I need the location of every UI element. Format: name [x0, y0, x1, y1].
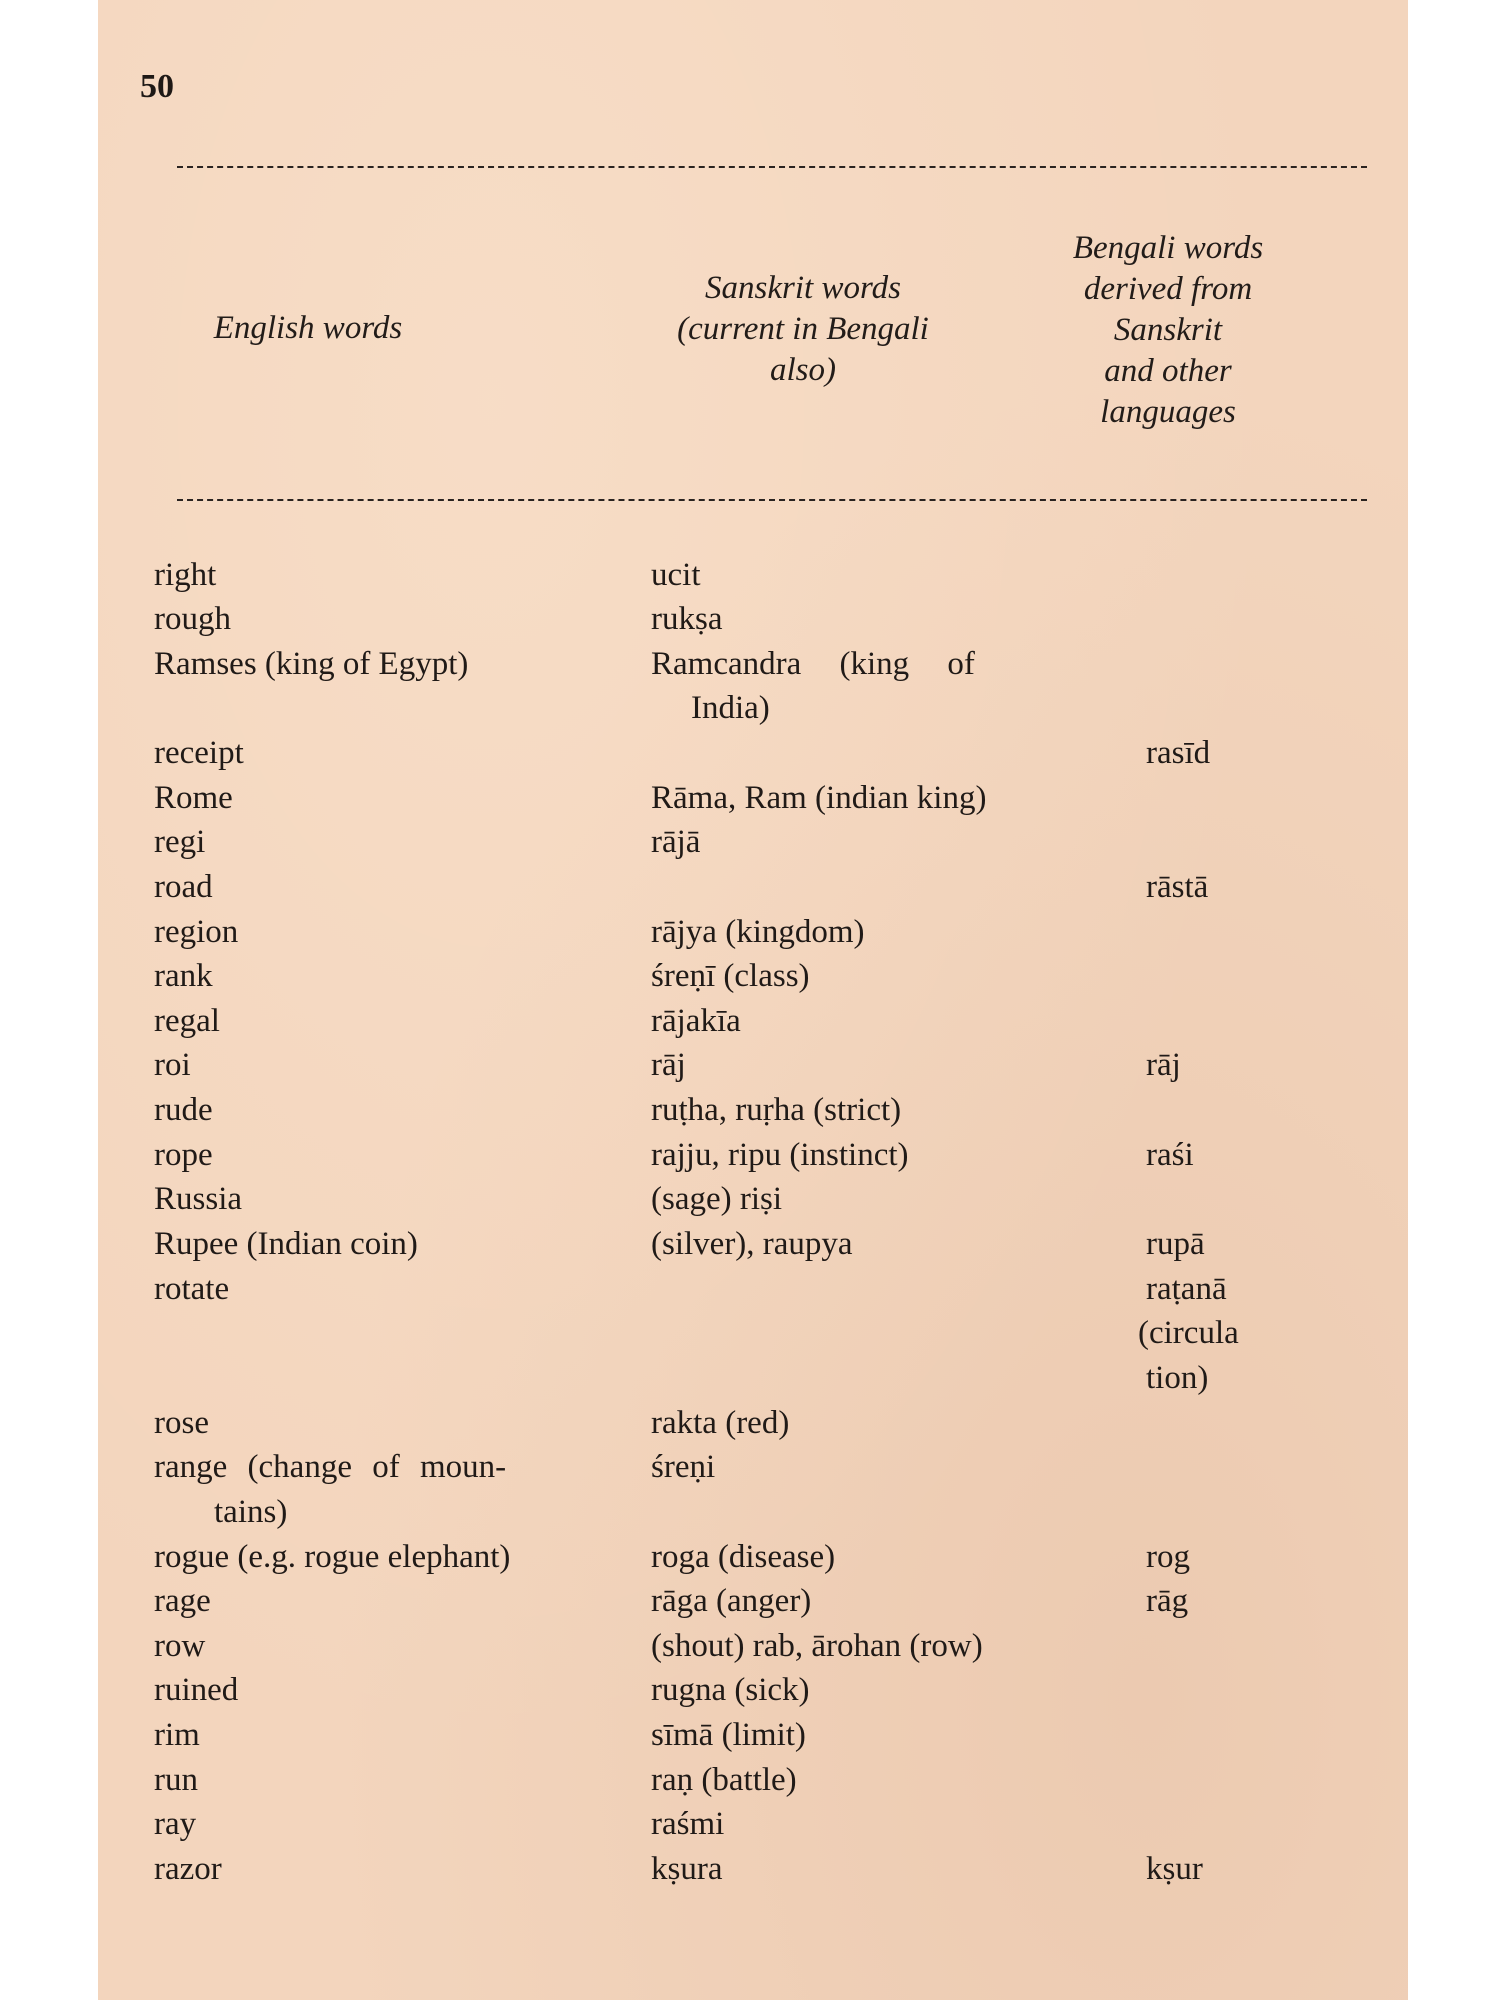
english-word: rude: [154, 1092, 213, 1128]
sanskrit-word: rajju, ripu (instinct): [651, 1137, 909, 1173]
english-word: roi: [154, 1047, 191, 1083]
english-word: ruined: [154, 1672, 239, 1708]
header-line: Sanskrit: [1113, 312, 1223, 348]
header-line: also): [770, 352, 836, 388]
sanskrit-word: rājya (kingdom): [651, 914, 865, 950]
sanskrit-word: Rāma, Ram (indian king): [651, 780, 987, 816]
sanskrit-word: (silver), raupya: [651, 1226, 853, 1262]
bengali-word: raṭanā: [1146, 1271, 1227, 1307]
sanskrit-word-continuation: India): [691, 690, 770, 726]
english-word: rotate: [154, 1271, 230, 1307]
english-word: razor: [154, 1851, 222, 1887]
sanskrit-word: rukṣa: [651, 601, 723, 637]
column-header-bengali: [1023, 228, 1313, 433]
sanskrit-word: rājā: [651, 824, 701, 860]
header-line: Bengali words: [1072, 230, 1264, 266]
header-bottom-rule: [177, 499, 1367, 501]
sanskrit-word: śreṇi: [651, 1449, 716, 1485]
sanskrit-word: sīmā (limit): [651, 1717, 806, 1753]
english-word: right: [154, 557, 217, 593]
english-word: rope: [154, 1137, 213, 1173]
header-line: languages: [1100, 394, 1236, 430]
sanskrit-word: rakta (red): [651, 1405, 790, 1441]
bengali-word: rupā: [1146, 1226, 1205, 1262]
sanskrit-word: rāj: [651, 1047, 686, 1083]
header-line: Sanskrit words: [705, 270, 901, 306]
english-word: receipt: [154, 735, 244, 771]
english-word: rim: [154, 1717, 200, 1753]
bengali-word: rog: [1146, 1539, 1190, 1575]
header-top-rule: [177, 166, 1367, 168]
english-word-continuation: tains): [214, 1494, 288, 1530]
bengali-word: rāg: [1146, 1583, 1189, 1619]
english-word: run: [154, 1762, 198, 1798]
sanskrit-word: śreṇī (class): [651, 958, 810, 994]
english-word: road: [154, 869, 213, 905]
bengali-word-continuation: (circula: [1138, 1315, 1239, 1351]
column-header-sanskrit: [628, 268, 978, 391]
sanskrit-word: raśmi: [651, 1806, 725, 1842]
header-line: derived from: [1083, 271, 1253, 307]
header-line: English words: [213, 310, 403, 346]
bengali-word: rasīd: [1146, 735, 1211, 771]
sanskrit-word: kṣura: [651, 1851, 723, 1887]
english-word: row: [154, 1628, 206, 1664]
sanskrit-word: ucit: [651, 557, 701, 593]
english-word: rage: [154, 1583, 211, 1619]
bengali-word: kṣur: [1146, 1851, 1203, 1887]
english-word: region: [154, 914, 239, 950]
english-word: rank: [154, 958, 213, 994]
english-word: Ramses (king of Egypt): [154, 646, 469, 682]
book-page: [98, 0, 1408, 2000]
english-word: Rupee (Indian coin): [154, 1226, 418, 1262]
sanskrit-word: roga (disease): [651, 1539, 836, 1575]
english-word: rose: [154, 1405, 209, 1441]
bengali-word: rāstā: [1146, 869, 1209, 905]
sanskrit-word: rāga (anger): [651, 1583, 812, 1619]
bengali-word: rāj: [1146, 1047, 1181, 1083]
english-word: Russia: [154, 1181, 243, 1217]
english-word: Rome: [154, 780, 233, 816]
sanskrit-word: raṇ (battle): [651, 1762, 797, 1798]
page-number: 50: [140, 68, 174, 105]
sanskrit-word: rājakīa: [651, 1003, 741, 1039]
english-word: regal: [154, 1003, 220, 1039]
header-line: and other: [1104, 353, 1232, 389]
bengali-word-continuation: tion): [1146, 1360, 1209, 1396]
sanskrit-word: (shout) rab, ārohan (row): [651, 1628, 983, 1664]
english-word: rough: [154, 601, 231, 637]
sanskrit-word: (sage) riṣi: [651, 1181, 783, 1217]
bengali-word: raśi: [1146, 1137, 1194, 1173]
english-word: rogue (e.g. rogue elephant): [154, 1539, 511, 1575]
header-line: (current in Bengali: [677, 311, 929, 347]
sanskrit-word: ruṭha, ruṛha (strict): [651, 1092, 902, 1128]
column-header-english: [158, 308, 458, 349]
sanskrit-word: rugna (sick): [651, 1672, 810, 1708]
english-word: range (change of moun-: [154, 1449, 507, 1485]
english-word: regi: [154, 824, 206, 860]
sanskrit-word: Ramcandra (king of: [651, 646, 975, 682]
english-word: ray: [154, 1806, 197, 1842]
